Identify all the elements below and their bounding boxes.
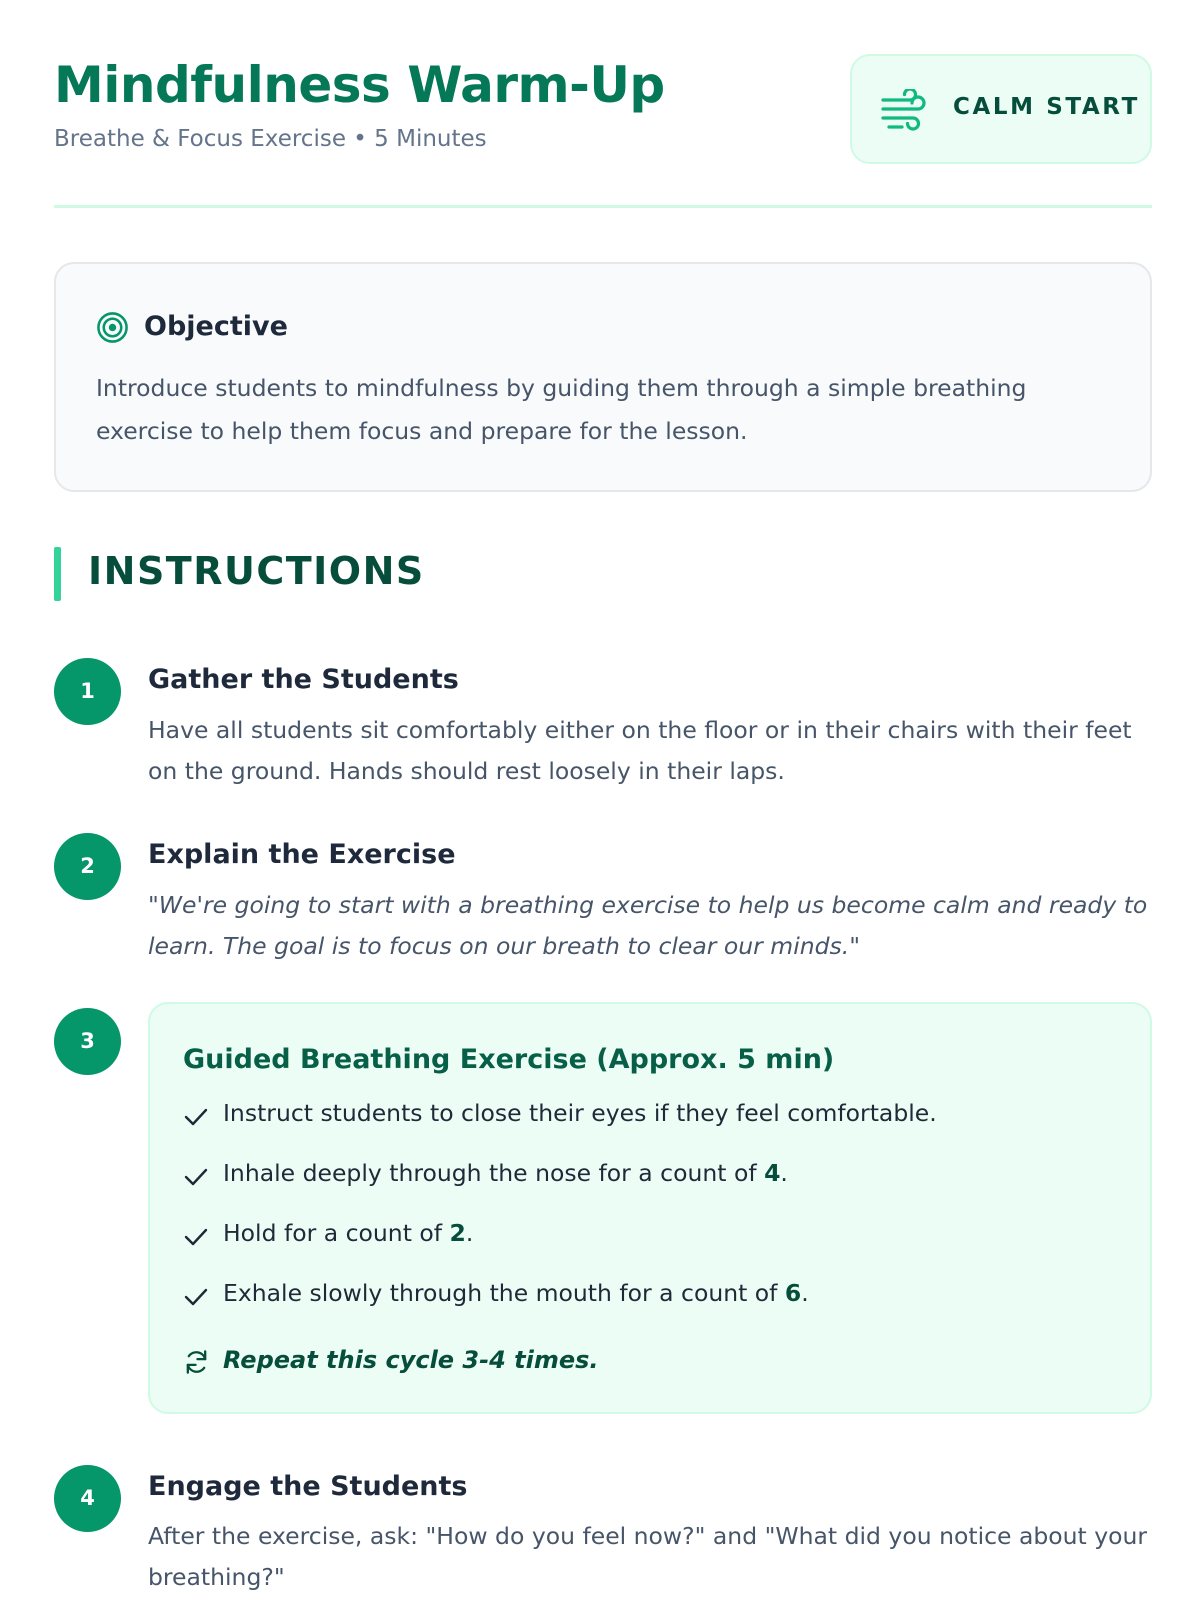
step-title: Gather the Students xyxy=(148,664,459,695)
step-description: After the exercise, ask: "How do you feel now?" and "What did you notice about your breathing?" xyxy=(148,1522,1148,1591)
check-icon xyxy=(183,1226,209,1248)
checklist-item xyxy=(183,1159,1123,1219)
step-number-badge: 1 xyxy=(54,658,121,725)
count-value: 2 xyxy=(449,1219,466,1247)
step-description: Have all students sit comfortably either on the floor or in their chairs with their feet on the ground. Hands should rest loosely in their laps. xyxy=(148,716,1132,785)
wind-icon xyxy=(880,89,930,131)
step-number-badge: 3 xyxy=(54,1008,121,1075)
check-icon xyxy=(183,1106,209,1128)
step-title: Engage the Students xyxy=(148,1471,468,1502)
instructions-heading: INSTRUCTIONS xyxy=(88,549,425,593)
step-number-badge: 4 xyxy=(54,1465,121,1532)
check-icon xyxy=(183,1166,209,1188)
target-icon xyxy=(96,311,129,344)
checklist-item-text: Inhale deeply through the nose for a count of 4. xyxy=(223,1159,788,1187)
calm-start-label: CALM START xyxy=(953,94,1140,120)
step-quote: "We're going to start with a breathing exercise to help us become calm and ready to learn. The goal is to focus on our breath to clear our minds." xyxy=(148,891,1148,960)
count-value: 4 xyxy=(764,1159,781,1187)
checklist-item-text: Exhale slowly through the mouth for a count of 6. xyxy=(223,1279,809,1307)
checklist-item-text: Instruct students to close their eyes if they feel comfortable. xyxy=(223,1099,937,1127)
breathing-checklist xyxy=(183,1099,1123,1339)
count-value: 6 xyxy=(784,1279,802,1307)
page-header xyxy=(54,52,1152,168)
breathing-exercise-card xyxy=(148,1002,1152,1414)
checklist-item xyxy=(183,1279,1123,1339)
step-number-badge: 2 xyxy=(54,833,121,900)
objective-text: Introduce students to mindfulness by guiding them through a simple breathing exercise to help them focus and prepare for the lesson. xyxy=(96,374,1027,445)
checklist-item xyxy=(183,1219,1123,1279)
objective-card xyxy=(54,262,1152,492)
repeat-icon xyxy=(183,1348,210,1376)
objective-heading: Objective xyxy=(144,311,288,342)
step-title: Explain the Exercise xyxy=(148,839,456,870)
checklist-item xyxy=(183,1099,1123,1159)
repeat-text: Repeat this cycle 3-4 times. xyxy=(223,1346,599,1374)
checklist-item-text: Hold for a count of 2. xyxy=(223,1219,474,1247)
header-divider xyxy=(54,205,1152,208)
calm-start-badge xyxy=(850,54,1152,164)
section-accent-bar xyxy=(54,547,61,601)
page-title: Mindfulness Warm-Up xyxy=(54,56,665,114)
breathing-exercise-title: Guided Breathing Exercise (Approx. 5 min) xyxy=(183,1044,835,1075)
check-icon xyxy=(183,1286,209,1308)
page-subtitle: Breathe & Focus Exercise • 5 Minutes xyxy=(54,126,487,152)
